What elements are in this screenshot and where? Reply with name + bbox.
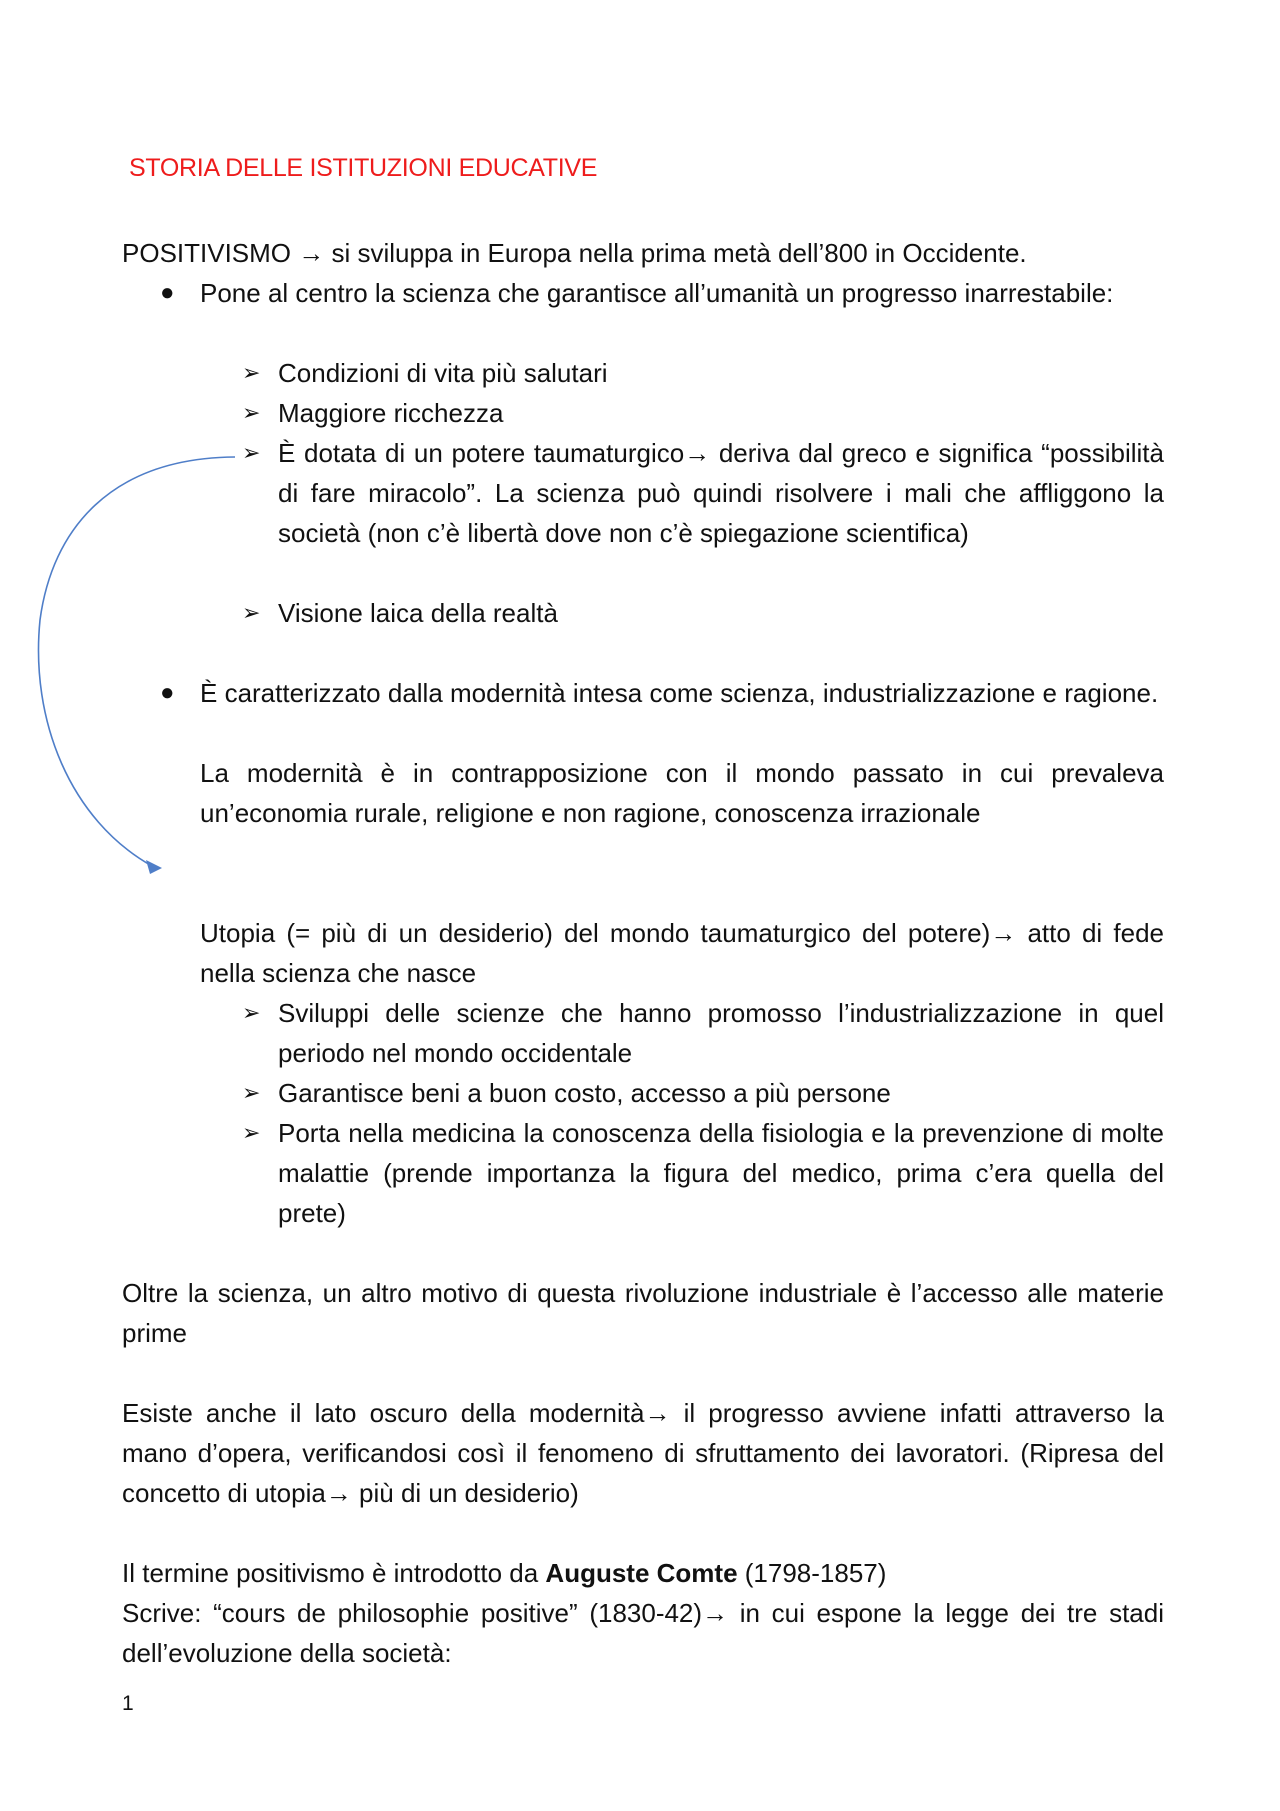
arrowhead-bullet-icon: ➢ <box>242 440 261 465</box>
esiste-paragraph: Esiste anche il lato oscuro della modernità→ il progresso avviene infatti attraverso la mano d’opera, verificandosi così il fenomeno di sfruttamento dei lavoratori. (Ripresa del concetto di utopia→ più di un desiderio) <box>122 1398 1164 1508</box>
bullet-dot-icon: ● <box>160 279 175 306</box>
bullet1-text: Pone al centro la scienza che garantisce all’umanità un progresso inarrestabile: <box>200 278 1114 308</box>
bullet1-item-4: Visione laica della realtà <box>278 598 558 628</box>
bullet1-item-3: È dotata di un potere taumaturgico→ deriva dal greco e significa “possibilità di fare miracolo”. La scienza può quindi risolvere i mali che affliggono la società (non c’è libertà dove non c’è spiegazione scientifica) <box>278 438 1164 548</box>
page-number: 1 <box>122 1692 134 1715</box>
utopia-item-3: Porta nella medicina la conoscenza della fisiologia e la prevenzione di molte malattie (prende importanza la figura del medico, prima c’era quella del prete) <box>278 1118 1164 1228</box>
comte-after: (1798-1857) <box>737 1558 887 1588</box>
arrowhead-bullet-icon: ➢ <box>242 1120 261 1145</box>
oltre-paragraph: Oltre la scienza, un altro motivo di questa rivoluzione industriale è l’accesso alle materie prime <box>122 1278 1164 1348</box>
bullet1-item-2: Maggiore ricchezza <box>278 398 504 428</box>
arrowhead-bullet-icon: ➢ <box>242 360 261 385</box>
bullet2-continuation: La modernità è in contrapposizione con il mondo passato in cui prevaleva un’economia rurale, religione e non ragione, conoscenza irrazionale <box>200 758 1164 828</box>
bullet2-text: È caratterizzato dalla modernità intesa come scienza, industrializzazione e ragione. <box>200 678 1159 708</box>
intro-paragraph: POSITIVISMO → si sviluppa in Europa nella prima metà dell’800 in Occidente. <box>122 238 1027 268</box>
bullet1-item-1: Condizioni di vita più salutari <box>278 358 608 388</box>
utopia-item-2: Garantisce beni a buon costo, accesso a più persone <box>278 1078 891 1108</box>
utopia-item-1: Sviluppi delle scienze che hanno promosso l’industrializzazione in quel periodo nel mondo occidentale <box>278 998 1164 1068</box>
comte-name: Auguste Comte <box>545 1558 738 1588</box>
arrowhead-bullet-icon: ➢ <box>242 1000 261 1025</box>
scrive-paragraph: Scrive: “cours de philosophie positive” (1830-42)→ in cui espone la legge dei tre stadi dell’evoluzione della società: <box>122 1598 1164 1668</box>
arrowhead-bullet-icon: ➢ <box>242 400 261 425</box>
arrowhead-bullet-icon: ➢ <box>242 600 261 625</box>
bullet-dot-icon: ● <box>160 679 175 706</box>
utopia-text: Utopia (= più di un desiderio) del mondo taumaturgico del potere)→ atto di fede nella scienza che nasce <box>200 918 1164 988</box>
arrowhead-bullet-icon: ➢ <box>242 1080 261 1105</box>
page-title: STORIA DELLE ISTITUZIONI EDUCATIVE <box>129 154 598 182</box>
comte-before: Il termine positivismo è introdotto da <box>122 1558 546 1588</box>
